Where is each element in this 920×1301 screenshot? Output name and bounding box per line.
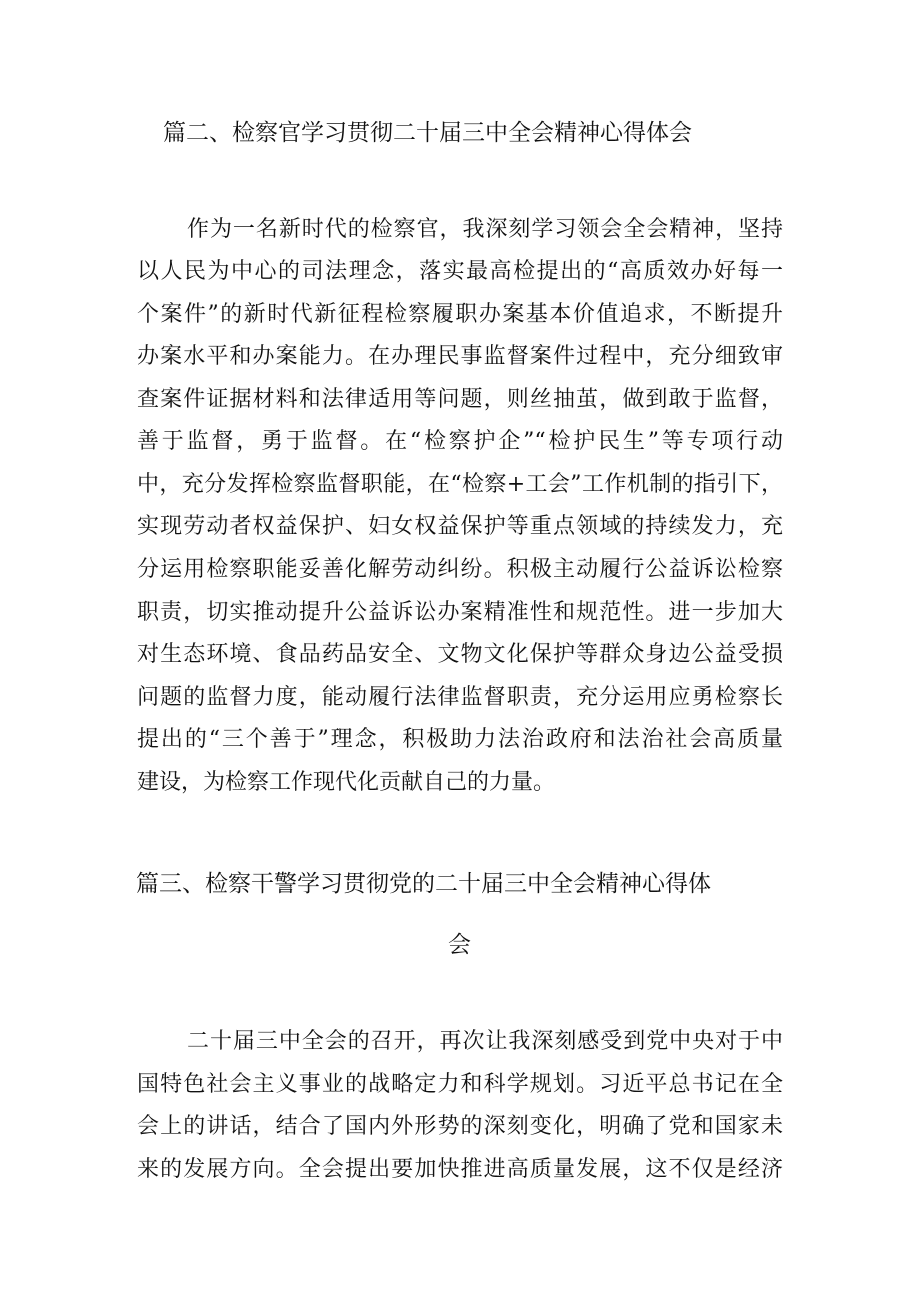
- section-2-paragraph-line: 建设，为检察工作现代化贡献自己的力量。: [137, 770, 556, 795]
- section-2-paragraph-line: 以人民为中心的司法理念，落实最高检提出的“高质效办好每一: [137, 259, 783, 284]
- section-3-paragraph-line: 国特色社会主义事业的战略定力和科学规划。习近平总书记在全: [137, 1072, 783, 1097]
- section-2-paragraph-line: 中，充分发挥检察监督职能，在“检察+工会”工作机制的指引下，: [137, 472, 783, 497]
- section-2-paragraph-line: 个案件”的新时代新征程检察履职办案基本价值追求，不断提升: [137, 302, 783, 327]
- section-2-paragraph-line: 问题的监督力度，能动履行法律监督职责，充分运用应勇检察长: [137, 685, 783, 710]
- section-3-paragraph-line: 会上的讲话，结合了国内外形势的深刻变化，明确了党和国家未: [137, 1114, 783, 1139]
- section-2-paragraph-line: 办案水平和办案能力。在办理民事监督案件过程中，充分细致审: [137, 344, 783, 369]
- section-2-paragraph-line: 对生态环境、食品药品安全、文物文化保护等群众身边公益受损: [137, 642, 783, 667]
- section-2-paragraph-line: 查案件证据材料和法律适用等问题，则丝抽茧，做到敢于监督，: [137, 387, 783, 412]
- section-2-paragraph-line: 职责，切实推动提升公益诉讼办案精准性和规范性。进一步加大: [137, 600, 783, 625]
- section-3-title-continuation: 会: [448, 932, 471, 958]
- section-2-paragraph-line: 善于监督，勇于监督。在“检察护企”“检护民生”等专项行动: [137, 429, 783, 454]
- section-2-paragraph-line: 实现劳动者权益保护、妇女权益保护等重点领域的持续发力，充: [137, 514, 783, 539]
- section-3-paragraph-line: 二十届三中全会的召开，再次让我深刻感受到党中央对于中: [187, 1029, 783, 1054]
- section-3-title: 篇三、检察干警学习贯彻党的二十届三中全会精神心得体: [136, 871, 711, 897]
- section-3-paragraph-line: 来的发展方向。全会提出要加快推进高质量发展，这不仅是经济: [137, 1157, 783, 1182]
- section-2-paragraph-line: 分运用检察职能妥善化解劳动纠纷。积极主动履行公益诉讼检察: [137, 557, 783, 582]
- section-2-paragraph-line: 提出的“三个善于”理念，积极助力法治政府和法治社会高质量: [137, 727, 783, 752]
- section-2-title: 篇二、检察官学习贯彻二十届三中全会精神心得体会: [163, 120, 692, 146]
- section-2-paragraph-line: 作为一名新时代的检察官，我深刻学习领会全会精神，坚持: [187, 217, 783, 242]
